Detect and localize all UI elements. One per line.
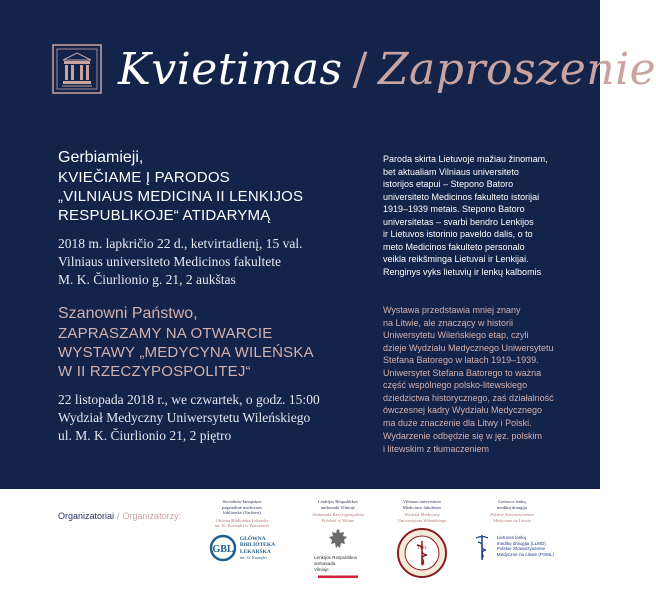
association-caption-line: Polskie Stowarzyszenie [496,546,546,552]
org1-pl-line: Główna Biblioteka Lekarska [215,517,269,523]
polish-invite-line: W II RZECZYPOSPOLITEJ“ [58,363,251,380]
polish-description [383,304,579,429]
description-line: Paroda skirta Lietuvoje mažiau žinomam, [383,154,548,164]
description-line: ówczesnej kadry Wydziału Medycznego [383,405,542,415]
description-line: dzieje Wydziału Medycznego Uniwersytetu [383,342,554,353]
embassy-caption-line: Vilniuje [314,566,329,572]
title-separator: / [352,44,368,95]
description-line: Uniwersytetu Wileńskiego etap, czyli [383,330,529,340]
org4-pl-line: Medyczne na Litwie [493,517,531,523]
polish-flag-stripe-icon [318,573,358,578]
org1-pl-line: im. St. Konopki w Warszawie [214,523,270,529]
org1-lt-line: Socialinio-kinopskoe [222,499,262,504]
lithuanian-date: 2018 m. lapkričio 22 d., ketvirtadienį, 15 val. [58,236,303,251]
gbl-name-line: BIBLIOTEKA [239,542,276,549]
org1-lt-line: pagrindinė medicinos [222,504,262,510]
org4-pl-line: Polskie Stowarzyszenie [490,512,534,518]
association-caption-line: medikų draugija (LLMD) [496,540,546,546]
polish-eagle-emblem-icon [323,527,353,553]
polish-language-note [383,430,579,455]
organizers-label [58,511,181,521]
organizer-polish-embassy [296,499,380,578]
association-caption [497,535,554,557]
org3-lt-line: Vilniaus universiteto [402,499,442,504]
description-line: universitetas – svarbi bendro Lenkijos [383,216,534,227]
lithuanian-invitation [58,148,368,289]
title-polish: Zaproszenie [377,44,656,95]
polish-invitation [58,304,378,445]
lithuanian-invite-line: KVIEČIAME Į PARODOS [58,169,230,186]
org2-pl-line: Polskiej w Wilnie [321,517,355,523]
description-line: na Litwie, ale znaczący w historii [383,317,514,328]
org3-pl-line: Uniwersytetu Wileńskiego [397,517,447,523]
org3-lt-line: Medicinos fakultetas [402,504,442,510]
org3-pl-line: Wydział Medyczny [404,512,440,518]
caduceus-icon [474,533,490,561]
invitation-title [118,40,656,104]
organizers-footer [0,489,600,600]
organizers-label-lt: Organizatoriai [58,511,115,521]
organizer-vu-faculty-of-medicine [380,499,464,579]
title-lithuanian: Kvietimas [118,44,343,95]
faculty-seal-icon [396,527,448,579]
gbl-logo-icon [209,534,237,562]
polish-date: 22 listopada 2018 r., we czwartek, o godz. 15:00 [58,392,320,407]
gbl-logo-letters: GBL [212,543,234,555]
embassy-caption [296,555,380,572]
lithuanian-greeting: Gerbiamieji, [58,149,144,166]
description-line: bet aktualiam Vilniaus universiteto [383,166,519,177]
organizers-label-pl: Organizatorzy: [122,511,182,521]
organizer-main-medical-library [200,499,284,562]
polish-address: ul. M. K. Čiurlionio 21, 2 piętro [58,428,232,443]
description-line: ir Lietuvos istorinio paveldo dalis, o to [383,229,533,239]
description-line: ma duże znaczenie dla Litwy i Polski. [383,417,532,428]
polish-greeting: Szanowni Państwo, [58,305,198,322]
polish-invite-line: WYSTAWY „MEDYCYNA WILEŃSKA [58,344,314,361]
language-note-line: Wydarzenie odbędzie się w jęz. polskim [383,431,542,441]
organizers-label-separator: / [117,511,120,521]
lithuanian-venue: Vilniaus universiteto Medicinos fakultete [58,254,282,269]
lithuanian-invite-line: „VILNIAUS MEDICINA II LENKIJOS [58,188,304,205]
org2-lt-line: Lenkijos Respublikos [318,499,358,504]
description-line: istorijos etapui – Stepono Batoro [383,179,514,189]
description-line: dziedzictwa historycznego, zaś działalność [383,392,554,403]
org2-pl-line: Ambasada Rzeczypospolitej [311,512,365,518]
gbl-logo [200,534,284,562]
description-line: veikla reikšminga Lietuvai ir Lenkijai. [383,254,529,264]
organizer-polish-medical-association [470,499,554,561]
description-line: Wystawa przedstawia mniej znany [383,305,521,315]
association-caption-line: Medyczne na Litwie (PSML) [496,551,554,557]
language-note-line: i litewskim z tłumaczeniem [383,443,490,454]
description-line: część wspólnego polsko-litewskiego [383,380,528,390]
org2-lt-line: ambasada Vilniuje [321,504,355,510]
description-line: universiteto Medicinos fakulteto istorijai [383,191,540,202]
lithuanian-language-note: Renginys vyks lietuvių ir lenkų kalbomis [383,267,542,277]
university-crest-icon [52,44,102,94]
embassy-caption-line: ambasada [314,560,336,566]
lithuanian-description [383,153,579,266]
gbl-sub-line: im. St. Konopki [239,554,267,560]
org4-lt-line: medikų draugija [497,504,527,510]
gbl-name-line: GŁÓWNA [239,536,266,543]
gbl-name-line: LEKARSKA [239,548,271,555]
seal-year: 1781 [417,546,427,552]
polish-event-details [58,391,378,445]
lithuanian-address: M. K. Čiurlionio g. 21, 2 aukštas [58,272,236,287]
description-line: meto Medicinos fakulteto personalo [383,241,525,252]
association-caption-line: Lietuvos lenkų [496,535,527,541]
polish-invite-line: ZAPRASZAMY NA OTWARCIE [58,325,273,342]
lithuanian-event-details [58,235,368,289]
polish-venue: Wydział Medyczny Uniwersytetu Wileńskiego [58,410,311,425]
embassy-caption-line: Lenkijos Respublikos [314,555,358,561]
description-line: 1919–1939 metais. Stepono Batoro [383,204,525,214]
description-line: Uniwersytet Stefana Batorego to ważna [383,367,542,378]
lithuanian-invite-line: RESPUBLIKOJE“ ATIDARYMĄ [58,207,271,224]
org4-lt-line: Lietuvos lenkų [498,499,526,504]
association-logo [470,529,554,561]
org1-lt-line: biblioteka (Varšuva) [223,510,261,516]
description-line: Stefana Batorego w latach 1919–1939. [383,355,539,365]
